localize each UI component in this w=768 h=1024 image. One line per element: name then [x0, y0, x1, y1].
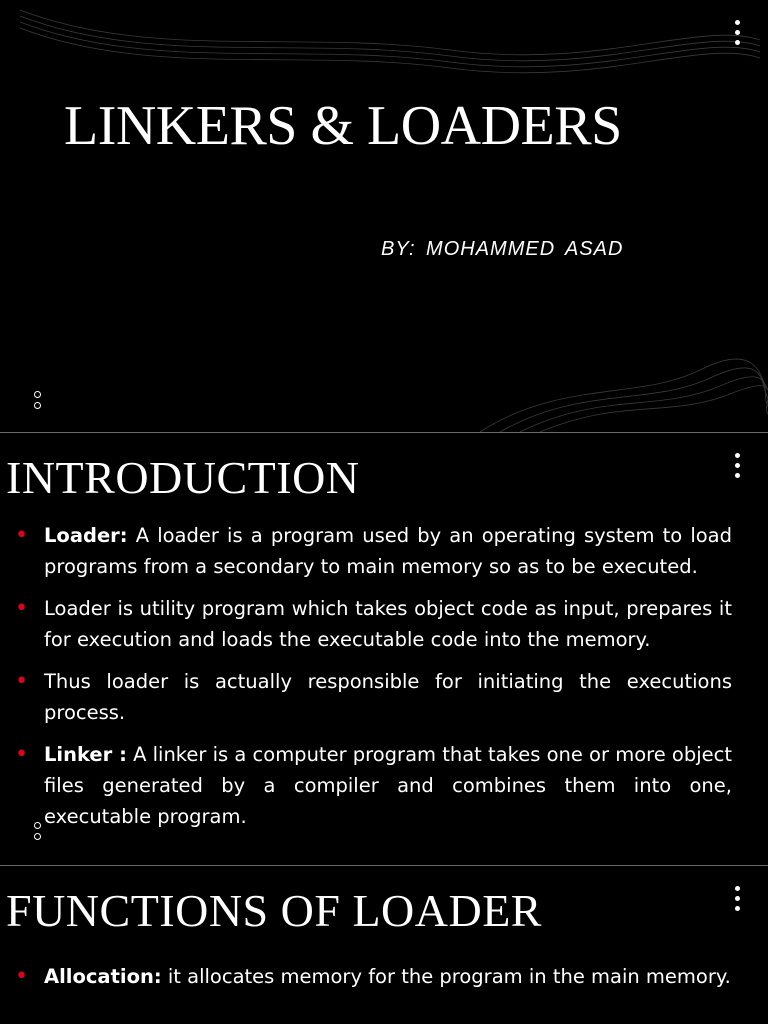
bullet-text: A loader is a program used by an operating system to load programs from a secondary to main memory so as to be executed.: [44, 524, 732, 578]
author-line: BY: MOHAMMED ASAD: [381, 238, 624, 260]
bullet-icon: •: [15, 669, 28, 694]
bullet-text: Loader is utility program which takes object code as input, prepares it for execution and loads the executable code into the memory.: [44, 597, 732, 651]
bullet-list: [15, 961, 732, 1003]
bullet-term: Linker :: [44, 743, 127, 766]
bullet-term: Allocation:: [44, 965, 162, 988]
list-item: [15, 520, 732, 582]
vertical-ellipsis-icon[interactable]: [734, 20, 740, 45]
bullet-text: A linker is a computer program that takes one or more object files generated by a compiler and combines them into one, executable program.: [44, 743, 732, 828]
section-title: FUNCTIONS OF LOADER: [6, 885, 542, 936]
wave-lines-decoration: [0, 0, 768, 432]
bullet-icon: •: [15, 523, 28, 548]
vertical-ellipsis-icon[interactable]: [734, 886, 740, 911]
bullet-icon: •: [15, 742, 28, 767]
hollow-circle-dots-icon: [32, 822, 42, 840]
list-item: [15, 961, 732, 992]
slide-title: LINKERS & LOADERS: [64, 95, 622, 157]
vertical-ellipsis-icon[interactable]: [734, 453, 740, 478]
bullet-text: Thus loader is actually responsible for initiating the executions process.: [44, 670, 732, 724]
hollow-circle-dots-icon: [32, 391, 42, 409]
bullet-icon: •: [15, 596, 28, 621]
bullet-term: Loader:: [44, 524, 128, 547]
list-item: [15, 593, 732, 655]
title-slide: [0, 0, 768, 432]
section-title: INTRODUCTION: [6, 452, 360, 503]
bullet-icon: •: [15, 964, 28, 989]
list-item: [15, 666, 732, 728]
introduction-slide: [0, 433, 768, 865]
bullet-text: it allocates memory for the program in the main memory.: [161, 965, 731, 988]
bullet-list: [15, 520, 732, 843]
list-item: [15, 739, 732, 832]
functions-slide: [0, 866, 768, 1024]
